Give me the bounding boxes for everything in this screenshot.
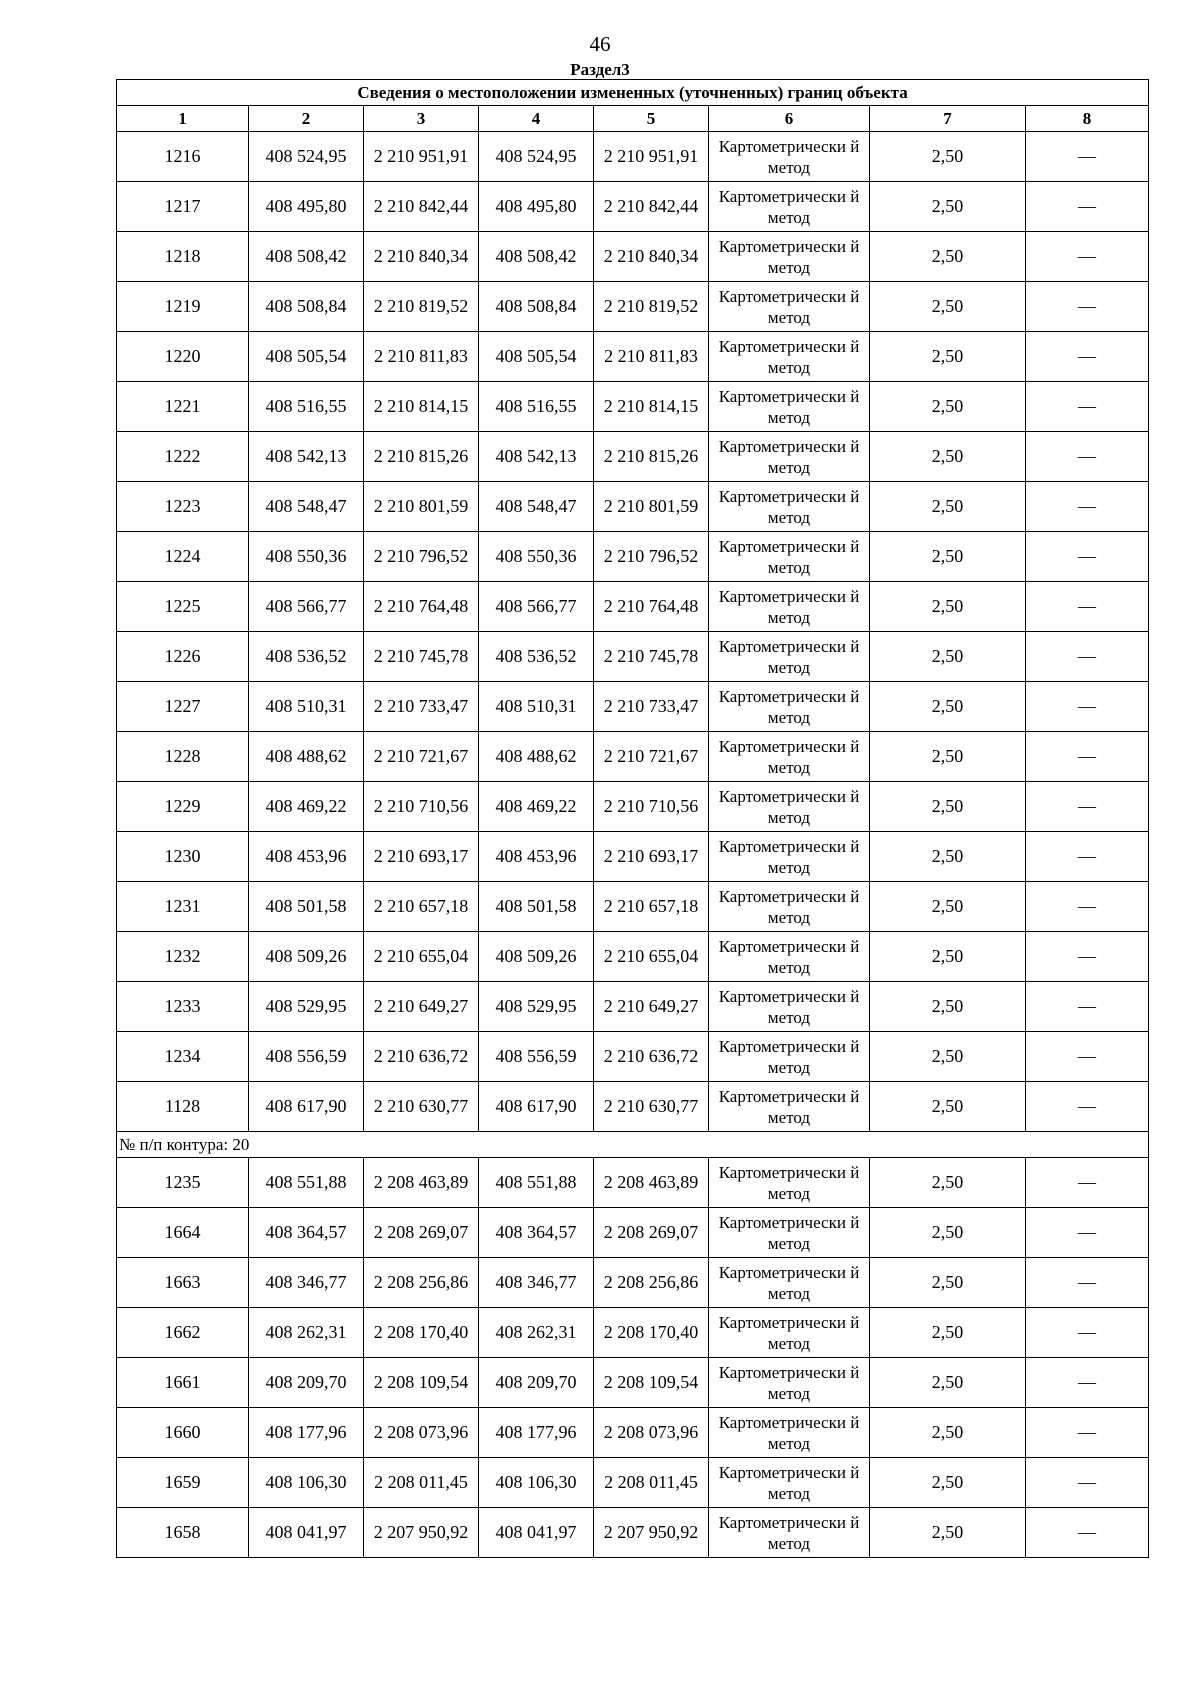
method-cell: Картометрически й метод — [709, 1032, 870, 1082]
table-row — [117, 632, 1149, 682]
table-row — [117, 282, 1149, 332]
table-row — [117, 482, 1149, 532]
method-cell: Картометрически й метод — [709, 1208, 870, 1258]
table-row — [117, 1458, 1149, 1508]
x-existing-cell: 408 510,31 — [249, 682, 364, 732]
y-new-cell: 2 208 170,40 — [594, 1308, 709, 1358]
point-number-cell: 1216 — [117, 132, 249, 182]
point-number-cell: 1217 — [117, 182, 249, 232]
point-number-cell: 1228 — [117, 732, 249, 782]
accuracy-cell: 2,50 — [870, 632, 1026, 682]
y-existing-cell: 2 210 636,72 — [364, 1032, 479, 1082]
y-new-cell: 2 210 796,52 — [594, 532, 709, 582]
table-row — [117, 782, 1149, 832]
x-existing-cell: 408 209,70 — [249, 1358, 364, 1408]
accuracy-cell: 2,50 — [870, 682, 1026, 732]
table-row — [117, 732, 1149, 782]
description-cell: — — [1026, 1358, 1149, 1408]
x-new-cell: 408 508,42 — [479, 232, 594, 282]
y-new-cell: 2 208 109,54 — [594, 1358, 709, 1408]
column-number: 6 — [709, 106, 870, 132]
x-new-cell: 408 364,57 — [479, 1208, 594, 1258]
description-cell: — — [1026, 982, 1149, 1032]
x-new-cell: 408 550,36 — [479, 532, 594, 582]
x-existing-cell: 408 501,58 — [249, 882, 364, 932]
method-cell: Картометрически й метод — [709, 1458, 870, 1508]
x-existing-cell: 408 364,57 — [249, 1208, 364, 1258]
point-number-cell: 1661 — [117, 1358, 249, 1408]
table-row — [117, 1032, 1149, 1082]
accuracy-cell: 2,50 — [870, 1458, 1026, 1508]
point-number-cell: 1222 — [117, 432, 249, 482]
method-cell: Картометрически й метод — [709, 1508, 870, 1558]
y-new-cell: 2 208 269,07 — [594, 1208, 709, 1258]
x-new-cell: 408 510,31 — [479, 682, 594, 732]
x-existing-cell: 408 529,95 — [249, 982, 364, 1032]
accuracy-cell: 2,50 — [870, 982, 1026, 1032]
point-number-cell: 1658 — [117, 1508, 249, 1558]
point-number-cell: 1229 — [117, 782, 249, 832]
x-existing-cell: 408 566,77 — [249, 582, 364, 632]
method-cell: Картометрически й метод — [709, 332, 870, 382]
point-number-cell: 1225 — [117, 582, 249, 632]
y-existing-cell: 2 210 764,48 — [364, 582, 479, 632]
table-row — [117, 1258, 1149, 1308]
description-cell: — — [1026, 1508, 1149, 1558]
x-new-cell: 408 542,13 — [479, 432, 594, 482]
y-new-cell: 2 210 710,56 — [594, 782, 709, 832]
table-row — [117, 1408, 1149, 1458]
x-new-cell: 408 262,31 — [479, 1308, 594, 1358]
y-existing-cell: 2 210 655,04 — [364, 932, 479, 982]
x-existing-cell: 408 495,80 — [249, 182, 364, 232]
point-number-cell: 1232 — [117, 932, 249, 982]
accuracy-cell: 2,50 — [870, 232, 1026, 282]
description-cell: — — [1026, 432, 1149, 482]
accuracy-cell: 2,50 — [870, 132, 1026, 182]
method-cell: Картометрически й метод — [709, 982, 870, 1032]
x-new-cell: 408 346,77 — [479, 1258, 594, 1308]
y-new-cell: 2 208 073,96 — [594, 1408, 709, 1458]
column-number: 4 — [479, 106, 594, 132]
y-new-cell: 2 210 636,72 — [594, 1032, 709, 1082]
point-number-cell: 1660 — [117, 1408, 249, 1458]
description-cell: — — [1026, 482, 1149, 532]
page-number: 46 — [589, 32, 611, 56]
y-new-cell: 2 210 801,59 — [594, 482, 709, 532]
description-cell: — — [1026, 682, 1149, 732]
method-cell: Картометрически й метод — [709, 932, 870, 982]
description-cell: — — [1026, 782, 1149, 832]
description-cell: — — [1026, 882, 1149, 932]
x-existing-cell: 408 508,84 — [249, 282, 364, 332]
y-new-cell: 2 210 764,48 — [594, 582, 709, 632]
accuracy-cell: 2,50 — [870, 732, 1026, 782]
table-row — [117, 1508, 1149, 1558]
description-cell: — — [1026, 332, 1149, 382]
method-cell: Картометрически й метод — [709, 1408, 870, 1458]
x-existing-cell: 408 262,31 — [249, 1308, 364, 1358]
y-existing-cell: 2 210 745,78 — [364, 632, 479, 682]
accuracy-cell: 2,50 — [870, 332, 1026, 382]
y-existing-cell: 2 208 073,96 — [364, 1408, 479, 1458]
x-new-cell: 408 617,90 — [479, 1082, 594, 1132]
table-row — [117, 982, 1149, 1032]
table-row — [117, 682, 1149, 732]
x-existing-cell: 408 508,42 — [249, 232, 364, 282]
y-new-cell: 2 210 840,34 — [594, 232, 709, 282]
table-row — [117, 1082, 1149, 1132]
description-cell: — — [1026, 1258, 1149, 1308]
table-row — [117, 832, 1149, 882]
column-number: 1 — [117, 106, 249, 132]
point-number-cell: 1233 — [117, 982, 249, 1032]
description-cell: — — [1026, 532, 1149, 582]
description-cell: — — [1026, 132, 1149, 182]
x-new-cell: 408 524,95 — [479, 132, 594, 182]
table-row — [117, 582, 1149, 632]
y-existing-cell: 2 208 109,54 — [364, 1358, 479, 1408]
accuracy-cell: 2,50 — [870, 1032, 1026, 1082]
description-cell: — — [1026, 232, 1149, 282]
point-number-cell: 1128 — [117, 1082, 249, 1132]
x-existing-cell: 408 346,77 — [249, 1258, 364, 1308]
method-cell: Картометрически й метод — [709, 132, 870, 182]
x-new-cell: 408 509,26 — [479, 932, 594, 982]
y-existing-cell: 2 210 815,26 — [364, 432, 479, 482]
section-title: Раздел3 — [570, 60, 630, 79]
y-new-cell: 2 210 814,15 — [594, 382, 709, 432]
point-number-cell: 1235 — [117, 1158, 249, 1208]
method-cell: Картометрически й метод — [709, 782, 870, 832]
column-number-row — [117, 106, 1149, 132]
x-new-cell: 408 041,97 — [479, 1508, 594, 1558]
point-number-cell: 1227 — [117, 682, 249, 732]
method-cell: Картометрически й метод — [709, 182, 870, 232]
table-row — [117, 1308, 1149, 1358]
accuracy-cell: 2,50 — [870, 582, 1026, 632]
point-number-cell: 1226 — [117, 632, 249, 682]
y-new-cell: 2 210 657,18 — [594, 882, 709, 932]
y-existing-cell: 2 210 819,52 — [364, 282, 479, 332]
table-row — [117, 1358, 1149, 1408]
accuracy-cell: 2,50 — [870, 382, 1026, 432]
accuracy-cell: 2,50 — [870, 432, 1026, 482]
column-number: 7 — [870, 106, 1026, 132]
y-new-cell: 2 210 951,91 — [594, 132, 709, 182]
x-existing-cell: 408 542,13 — [249, 432, 364, 482]
method-cell: Картометрически й метод — [709, 632, 870, 682]
y-existing-cell: 2 210 693,17 — [364, 832, 479, 882]
boundary-table — [116, 79, 1149, 1558]
table-row — [117, 882, 1149, 932]
y-new-cell: 2 210 842,44 — [594, 182, 709, 232]
accuracy-cell: 2,50 — [870, 932, 1026, 982]
x-new-cell: 408 548,47 — [479, 482, 594, 532]
y-new-cell: 2 208 011,45 — [594, 1458, 709, 1508]
x-existing-cell: 408 505,54 — [249, 332, 364, 382]
x-new-cell: 408 508,84 — [479, 282, 594, 332]
table-row — [117, 132, 1149, 182]
y-new-cell: 2 210 819,52 — [594, 282, 709, 332]
x-new-cell: 408 566,77 — [479, 582, 594, 632]
method-cell: Картометрически й метод — [709, 382, 870, 432]
x-new-cell: 408 536,52 — [479, 632, 594, 682]
description-cell: — — [1026, 832, 1149, 882]
x-new-cell: 408 488,62 — [479, 732, 594, 782]
x-existing-cell: 408 509,26 — [249, 932, 364, 982]
method-cell: Картометрически й метод — [709, 1308, 870, 1358]
y-new-cell: 2 210 811,83 — [594, 332, 709, 382]
y-new-cell: 2 210 815,26 — [594, 432, 709, 482]
table-row — [117, 332, 1149, 382]
accuracy-cell: 2,50 — [870, 1208, 1026, 1258]
accuracy-cell: 2,50 — [870, 1358, 1026, 1408]
accuracy-cell: 2,50 — [870, 1258, 1026, 1308]
y-existing-cell: 2 210 657,18 — [364, 882, 479, 932]
x-existing-cell: 408 177,96 — [249, 1408, 364, 1458]
contour-label: № п/п контура: 20 — [117, 1132, 1149, 1158]
y-existing-cell: 2 210 842,44 — [364, 182, 479, 232]
accuracy-cell: 2,50 — [870, 1408, 1026, 1458]
x-new-cell: 408 551,88 — [479, 1158, 594, 1208]
table-row — [117, 182, 1149, 232]
method-cell: Картометрически й метод — [709, 482, 870, 532]
y-existing-cell: 2 210 710,56 — [364, 782, 479, 832]
y-existing-cell: 2 208 256,86 — [364, 1258, 479, 1308]
accuracy-cell: 2,50 — [870, 482, 1026, 532]
method-cell: Картометрически й метод — [709, 1158, 870, 1208]
x-existing-cell: 408 551,88 — [249, 1158, 364, 1208]
y-existing-cell: 2 208 170,40 — [364, 1308, 479, 1358]
point-number-cell: 1662 — [117, 1308, 249, 1358]
x-new-cell: 408 453,96 — [479, 832, 594, 882]
table-row — [117, 1208, 1149, 1258]
accuracy-cell: 2,50 — [870, 1508, 1026, 1558]
method-cell: Картометрически й метод — [709, 882, 870, 932]
point-number-cell: 1231 — [117, 882, 249, 932]
y-new-cell: 2 210 745,78 — [594, 632, 709, 682]
y-new-cell: 2 207 950,92 — [594, 1508, 709, 1558]
description-cell: — — [1026, 1082, 1149, 1132]
table-row — [117, 532, 1149, 582]
description-cell: — — [1026, 632, 1149, 682]
accuracy-cell: 2,50 — [870, 1308, 1026, 1358]
description-cell: — — [1026, 1158, 1149, 1208]
table-row — [117, 1158, 1149, 1208]
contour-label-row — [117, 1132, 1149, 1158]
point-number-cell: 1218 — [117, 232, 249, 282]
x-new-cell: 408 529,95 — [479, 982, 594, 1032]
table-caption-row — [117, 80, 1149, 106]
accuracy-cell: 2,50 — [870, 282, 1026, 332]
y-new-cell: 2 210 630,77 — [594, 1082, 709, 1132]
accuracy-cell: 2,50 — [870, 782, 1026, 832]
y-existing-cell: 2 208 463,89 — [364, 1158, 479, 1208]
accuracy-cell: 2,50 — [870, 832, 1026, 882]
y-existing-cell: 2 210 840,34 — [364, 232, 479, 282]
description-cell: — — [1026, 382, 1149, 432]
accuracy-cell: 2,50 — [870, 1158, 1026, 1208]
x-existing-cell: 408 548,47 — [249, 482, 364, 532]
y-existing-cell: 2 210 796,52 — [364, 532, 479, 582]
y-new-cell: 2 210 721,67 — [594, 732, 709, 782]
y-new-cell: 2 210 655,04 — [594, 932, 709, 982]
y-existing-cell: 2 210 801,59 — [364, 482, 479, 532]
y-existing-cell: 2 210 951,91 — [364, 132, 479, 182]
description-cell: — — [1026, 182, 1149, 232]
method-cell: Картометрически й метод — [709, 832, 870, 882]
description-cell: — — [1026, 282, 1149, 332]
y-existing-cell: 2 210 733,47 — [364, 682, 479, 732]
y-new-cell: 2 208 256,86 — [594, 1258, 709, 1308]
point-number-cell: 1234 — [117, 1032, 249, 1082]
method-cell: Картометрически й метод — [709, 232, 870, 282]
y-existing-cell: 2 210 811,83 — [364, 332, 479, 382]
y-new-cell: 2 210 733,47 — [594, 682, 709, 732]
x-existing-cell: 408 041,97 — [249, 1508, 364, 1558]
x-new-cell: 408 209,70 — [479, 1358, 594, 1408]
x-existing-cell: 408 524,95 — [249, 132, 364, 182]
accuracy-cell: 2,50 — [870, 182, 1026, 232]
x-new-cell: 408 516,55 — [479, 382, 594, 432]
y-new-cell: 2 208 463,89 — [594, 1158, 709, 1208]
method-cell: Картометрически й метод — [709, 1258, 870, 1308]
x-existing-cell: 408 106,30 — [249, 1458, 364, 1508]
column-number: 5 — [594, 106, 709, 132]
method-cell: Картометрически й метод — [709, 432, 870, 482]
y-existing-cell: 2 210 721,67 — [364, 732, 479, 782]
point-number-cell: 1219 — [117, 282, 249, 332]
x-existing-cell: 408 617,90 — [249, 1082, 364, 1132]
point-number-cell: 1224 — [117, 532, 249, 582]
x-new-cell: 408 495,80 — [479, 182, 594, 232]
x-existing-cell: 408 516,55 — [249, 382, 364, 432]
x-existing-cell: 408 469,22 — [249, 782, 364, 832]
point-number-cell: 1220 — [117, 332, 249, 382]
column-number: 3 — [364, 106, 479, 132]
x-new-cell: 408 106,30 — [479, 1458, 594, 1508]
table-row — [117, 382, 1149, 432]
description-cell: — — [1026, 1032, 1149, 1082]
table-caption: Сведения о местоположении измененных (уточненных) границ объекта — [117, 80, 1149, 106]
point-number-cell: 1659 — [117, 1458, 249, 1508]
description-cell: — — [1026, 1208, 1149, 1258]
accuracy-cell: 2,50 — [870, 532, 1026, 582]
table-row — [117, 432, 1149, 482]
accuracy-cell: 2,50 — [870, 1082, 1026, 1132]
x-new-cell: 408 505,54 — [479, 332, 594, 382]
x-new-cell: 408 469,22 — [479, 782, 594, 832]
table-row — [117, 932, 1149, 982]
method-cell: Картометрически й метод — [709, 682, 870, 732]
y-existing-cell: 2 208 011,45 — [364, 1458, 479, 1508]
y-new-cell: 2 210 649,27 — [594, 982, 709, 1032]
description-cell: — — [1026, 732, 1149, 782]
point-number-cell: 1221 — [117, 382, 249, 432]
description-cell: — — [1026, 1408, 1149, 1458]
description-cell: — — [1026, 932, 1149, 982]
y-existing-cell: 2 208 269,07 — [364, 1208, 479, 1258]
method-cell: Картометрически й метод — [709, 1358, 870, 1408]
point-number-cell: 1664 — [117, 1208, 249, 1258]
x-new-cell: 408 556,59 — [479, 1032, 594, 1082]
y-existing-cell: 2 210 649,27 — [364, 982, 479, 1032]
y-existing-cell: 2 207 950,92 — [364, 1508, 479, 1558]
point-number-cell: 1230 — [117, 832, 249, 882]
description-cell: — — [1026, 1458, 1149, 1508]
method-cell: Картометрически й метод — [709, 732, 870, 782]
method-cell: Картометрически й метод — [709, 282, 870, 332]
description-cell: — — [1026, 582, 1149, 632]
method-cell: Картометрически й метод — [709, 582, 870, 632]
x-existing-cell: 408 453,96 — [249, 832, 364, 882]
accuracy-cell: 2,50 — [870, 882, 1026, 932]
y-new-cell: 2 210 693,17 — [594, 832, 709, 882]
x-existing-cell: 408 550,36 — [249, 532, 364, 582]
description-cell: — — [1026, 1308, 1149, 1358]
x-existing-cell: 408 556,59 — [249, 1032, 364, 1082]
point-number-cell: 1663 — [117, 1258, 249, 1308]
column-number: 8 — [1026, 106, 1149, 132]
x-existing-cell: 408 488,62 — [249, 732, 364, 782]
method-cell: Картометрически й метод — [709, 1082, 870, 1132]
table-row — [117, 232, 1149, 282]
x-existing-cell: 408 536,52 — [249, 632, 364, 682]
column-number: 2 — [249, 106, 364, 132]
point-number-cell: 1223 — [117, 482, 249, 532]
x-new-cell: 408 177,96 — [479, 1408, 594, 1458]
y-existing-cell: 2 210 814,15 — [364, 382, 479, 432]
x-new-cell: 408 501,58 — [479, 882, 594, 932]
method-cell: Картометрически й метод — [709, 532, 870, 582]
y-existing-cell: 2 210 630,77 — [364, 1082, 479, 1132]
